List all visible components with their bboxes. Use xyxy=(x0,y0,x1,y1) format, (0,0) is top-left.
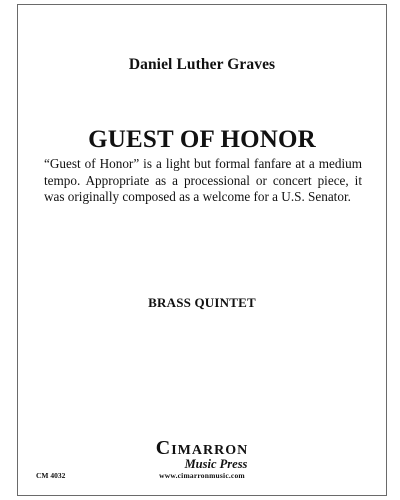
publisher-logo xyxy=(18,437,386,480)
catalog-number: CM 4032 xyxy=(36,471,66,480)
publisher-subtitle: Music Press xyxy=(184,457,248,471)
piece-description: “Guest of Honor” is a light but formal fanfare at a medium tempo. Appropriate as a processional or concert piece, it was originally composed as a welcome for a U.S. Senator. xyxy=(44,156,362,204)
piece-title: GUEST OF HONOR xyxy=(88,126,316,153)
publisher-url: www.cimarronmusic.com xyxy=(159,471,245,480)
publisher-name-rest: IMARRON xyxy=(171,443,249,458)
publisher-name xyxy=(18,437,386,459)
publisher-name-initial: C xyxy=(155,437,172,459)
instrumentation-label: BRASS QUINTET xyxy=(148,295,256,310)
composer-name: Daniel Luther Graves xyxy=(128,56,276,73)
score-cover-page xyxy=(17,4,387,496)
